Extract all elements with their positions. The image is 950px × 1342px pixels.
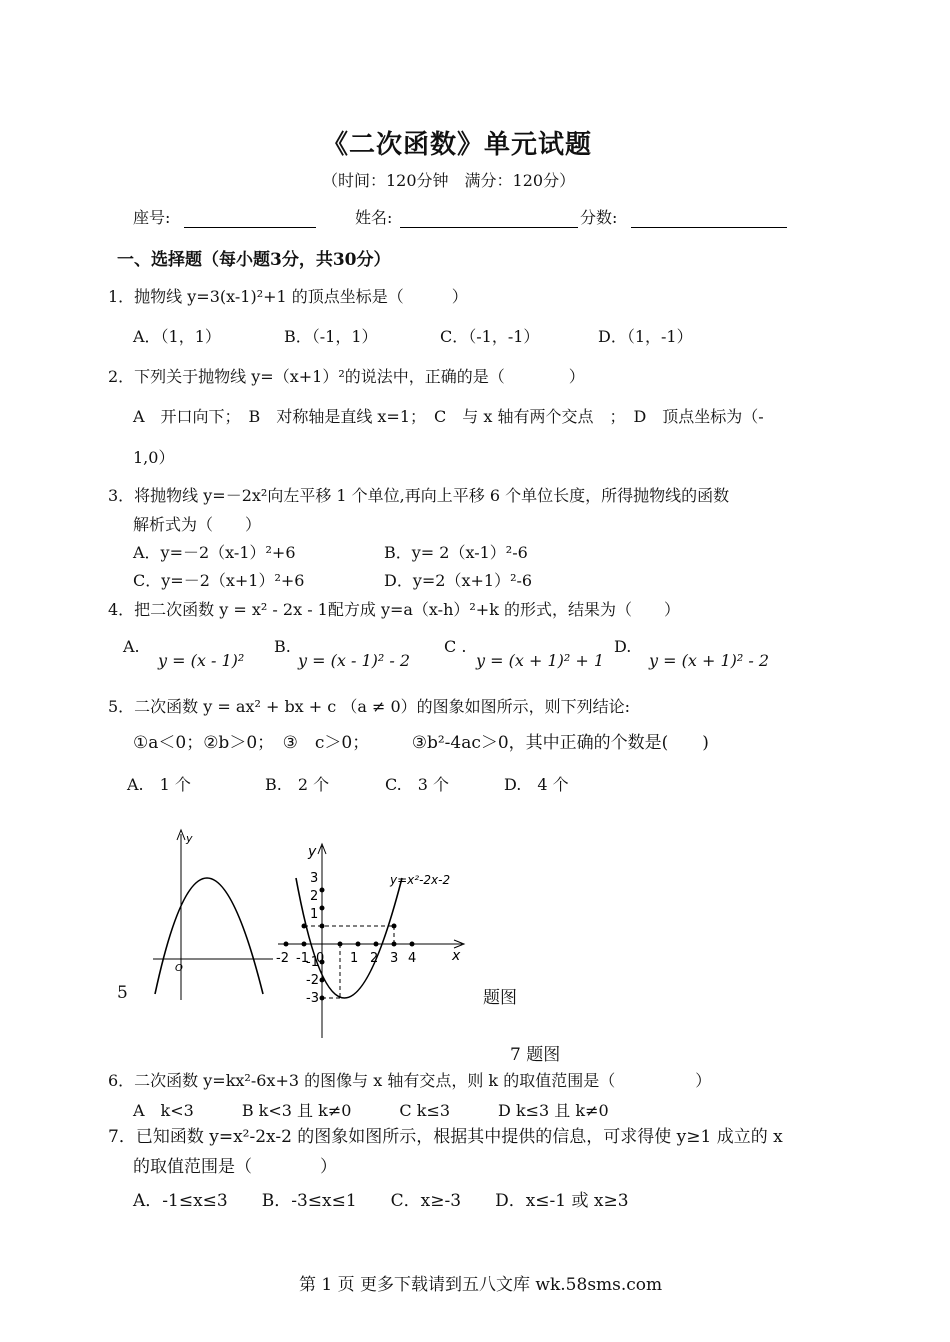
q5-conditions: ①a＜0；②b＞0； ③ c＞0； ③b²-4ac＞0，其中正确的个数是( ) <box>133 733 709 753</box>
q3-option-b: B．y= 2（x-1）²-6 <box>384 543 528 562</box>
q5-origin-label: O <box>175 963 183 974</box>
q3-stem-line2: 解析式为（ ） <box>133 515 262 534</box>
q7-x-tick: -1 <box>296 951 309 966</box>
q1-option-c: C．（-1，-1） <box>440 327 540 346</box>
q7-x-tick: 2 <box>370 951 379 966</box>
q7-stem-line2: 的取值范围是（ ） <box>133 1157 337 1177</box>
q4-expr-d: y = (x + 1)² - 2 <box>649 651 770 670</box>
q7-y-tick: 2 <box>310 889 319 904</box>
q4-stem: 4．把二次函数 y = x² - 2x - 1配方成 y=a（x-h）²+k 的形式，结果为（ ） <box>108 600 680 619</box>
q3-option-a: A．y=－2（x-1）²+6 <box>133 543 296 562</box>
q7-x-tick: 3 <box>390 951 399 966</box>
seat-field <box>133 205 316 228</box>
q1-option-b: B．（-1，1） <box>284 327 378 346</box>
q7-y-tick: 1 <box>310 907 319 922</box>
q2-options-line2: 1,0） <box>133 448 175 467</box>
q4-expr-a: y = (x - 1)² <box>158 651 245 670</box>
q7-x-tick: 4 <box>408 951 417 966</box>
q6-options: A k<3 B k<3 且 k≠0 C k≤3 D k≤3 且 k≠0 <box>133 1101 609 1120</box>
q5-parabola-curve <box>155 878 263 994</box>
seat-blank <box>184 209 316 228</box>
fig7-caption: 7 题图 <box>510 1045 561 1065</box>
q7-options: A．-1≤x≤3 B．-3≤x≤1 C．x≥-3 D．x≤-1 或 x≥3 <box>133 1191 629 1211</box>
q2-options-line1: A 开口向下； B 对称轴是直线 x=1； C 与 x 轴有两个交点 ； D 顶点坐标为（- <box>133 407 764 426</box>
q7-y-tick: -3 <box>306 991 319 1006</box>
q7-function-label: y=x²-2x-2 <box>390 873 451 887</box>
q5-option-d: D. 4 个 <box>504 775 569 794</box>
q7-stem-line1: 7．已知函数 y=x²-2x-2 的图象如图所示，根据其中提供的信息，可求得使 y≥1 成立的 x <box>108 1127 783 1147</box>
q7-y-tick: 3 <box>310 871 319 886</box>
q5-option-a: A. 1 个 <box>127 775 191 794</box>
q5-stem: 5．二次函数 y = ax² + bx + c （a ≠ 0）的图象如图所示，则下列结论: <box>108 697 631 716</box>
q7-parabola-graph <box>272 838 472 1040</box>
q4-label-b: B. <box>274 637 291 656</box>
q7-y-tick: -2 <box>306 973 319 988</box>
q3-option-d: D．y=2（x+1）²-6 <box>384 571 533 590</box>
q4-expr-c: y = (x + 1)² + 1 <box>476 651 605 670</box>
q5-option-b: B. 2 个 <box>265 775 330 794</box>
q6-stem: 6．二次函数 y=kx²-6x+3 的图像与 x 轴有交点，则 k 的取值范围是（ ） <box>108 1071 712 1090</box>
score-label: 分数: <box>580 208 618 227</box>
section-heading: 一、选择题（每小题3分，共30分） <box>117 250 391 270</box>
exam-subtitle: （时间：120分钟 满分：120分） <box>322 171 576 190</box>
name-field <box>355 205 578 228</box>
q7-x-tick: -2 <box>276 951 289 966</box>
fig5-number: 5 <box>117 983 128 1003</box>
q7-y-tick: -1 <box>306 955 319 970</box>
name-label: 姓名: <box>355 208 393 227</box>
q5-option-c: C. 3 个 <box>385 775 450 794</box>
q7-x-tick: 1 <box>350 951 359 966</box>
fig5-caption: 题图 <box>483 988 517 1008</box>
q5-y-label: y <box>186 832 193 845</box>
q2-stem: 2．下列关于抛物线 y=（x+1）²的说法中，正确的是（ ） <box>108 367 585 386</box>
q7-y-label: y <box>308 844 317 860</box>
name-blank <box>400 209 578 228</box>
q4-label-c: C . <box>444 637 467 656</box>
q4-expr-b: y = (x - 1)² - 2 <box>298 651 411 670</box>
q1-option-d: D．（1，-1） <box>598 327 693 346</box>
score-blank <box>631 209 787 228</box>
q7-x-label: x <box>452 948 461 964</box>
q4-label-a: A. <box>123 637 140 656</box>
q1-option-a: A．（1，1） <box>133 327 221 346</box>
q3-stem-line1: 3．将抛物线 y=－2x²向左平移 1 个单位,再向上平移 6 个单位长度，所得抛物线的函数 <box>108 486 730 505</box>
q1-stem: 1．抛物线 y=3(x-1)²+1 的顶点坐标是（ ） <box>108 287 468 306</box>
page-title: 《二次函数》单元试题 <box>322 130 593 160</box>
seat-label: 座号: <box>133 208 171 227</box>
q5-parabola-graph <box>145 826 277 1000</box>
q3-option-c: C．y=－2（x+1）²+6 <box>133 571 305 590</box>
score-field <box>580 205 787 228</box>
q4-label-d: D. <box>614 637 632 656</box>
page-footer: 第 1 页 更多下载请到五八文库 wk.58sms.com <box>299 1275 663 1295</box>
q7-x-tick: 0 <box>316 951 325 966</box>
